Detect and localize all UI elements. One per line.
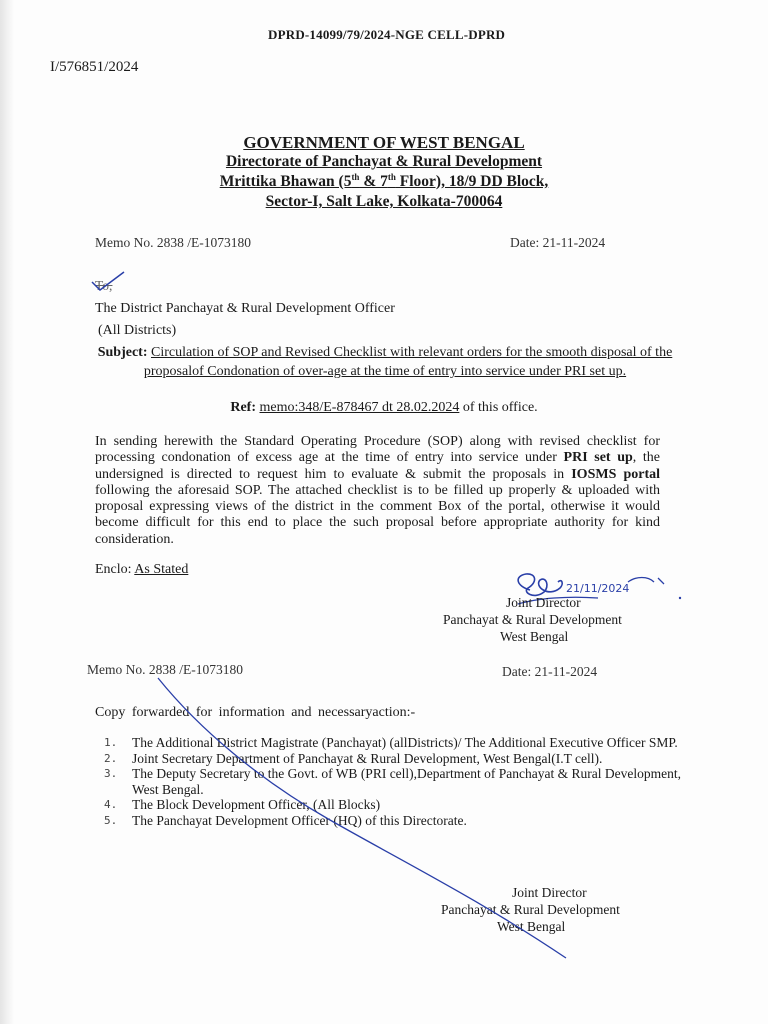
recipient-list: [104, 735, 704, 828]
addressee-title: The District Panchayat & Rural Development Officer: [95, 301, 395, 316]
closing-state: West Bengal: [497, 919, 566, 934]
address-part: Mrittika Bhawan (5: [219, 173, 352, 190]
file-number: I/576851/2024: [50, 59, 139, 75]
reference-text: memo:348/E-878467 dt 28.02.2024: [259, 400, 460, 415]
reference-number: DPRD-14099/79/2024-NGE CELL-DPRD: [268, 27, 506, 42]
list-number: 3.: [104, 767, 118, 780]
enclosure-label: Enclo:: [95, 562, 135, 577]
copy-forwarded-heading: Copy forwarded for information and necessaryaction:-: [95, 705, 416, 720]
body-bold: PRI set up: [563, 450, 633, 466]
subject-text: Circulation of SOP and Revised Checklist with relevant orders for the smooth disposal of the proposalof Condonation of over-age at the time of entry into service under PRI set up.: [143, 345, 673, 379]
government-title: GOVERNMENT OF WEST BENGAL: [243, 133, 525, 152]
list-item: [104, 735, 704, 751]
enclosure-line: [95, 562, 188, 578]
list-number: 2.: [104, 751, 118, 765]
body-bold: IOSMS portal: [571, 466, 660, 482]
recipient-text: Joint Secretary Department of Panchayat & Rural Development, West Bengal(I.T cell).: [132, 750, 603, 766]
recipient-text: The Deputy Secretary to the Govt. of WB (PRI cell),Department of Panchayat & Rural Development, West Bengal.: [132, 766, 681, 797]
body-paragraph: [95, 434, 660, 548]
closing-office: Panchayat & Rural Development: [441, 902, 620, 917]
subject-label: Subject:: [97, 345, 148, 360]
signatory-state: West Bengal: [500, 629, 569, 644]
signatory-title: Joint Director: [506, 595, 581, 610]
closing-title: Joint Director: [512, 885, 587, 900]
memo-number: Memo No. 2838 /E-1073180: [95, 235, 251, 250]
reference-suffix: of this office.: [459, 400, 538, 415]
address-part: Floor), 18/9 DD Block,: [395, 173, 549, 190]
list-item: [104, 751, 704, 767]
list-number: 4.: [104, 798, 118, 811]
reference-line: [0, 400, 768, 416]
subject-line: [80, 343, 690, 381]
tick-mark-icon: [90, 270, 126, 294]
enclosure-value: As Stated: [134, 562, 189, 577]
office-address-line: [0, 173, 768, 191]
signatory-office: Panchayat & Rural Development: [443, 612, 622, 627]
signature-date: 21/11/2024: [566, 582, 630, 595]
address-part: & 7: [359, 173, 388, 190]
directorate-title: Directorate of Panchayat & Rural Development: [225, 153, 543, 170]
reference-label: Ref:: [230, 400, 256, 415]
body-text: following the aforesaid SOP. The attached checklist is to be filled up properly & uploaded with proposal expressing views of the district in the comment Box of the portal, otherwise it would become difficult for this end to place the such proposal before appropriate authority for kind consideration.: [95, 482, 660, 547]
office-address-sector: Sector-I, Salt Lake, Kolkata-700064: [265, 193, 503, 210]
addressee-scope: (All Districts): [98, 323, 177, 338]
memo-date: Date: 21-11-2024: [510, 235, 606, 250]
address-sup: th: [387, 171, 396, 182]
list-item: [104, 766, 704, 797]
list-item: [104, 813, 704, 829]
body-text: In sending herewith the Standard Operating Procedure (SOP) along with revised checklist for processing condonation of excess age at the time of entry into service under: [95, 434, 660, 466]
body-text: , the undersigned is directed to request him to evaluate & submit the proposals in: [95, 450, 660, 482]
copy-memo-date: Date: 21-11-2024: [502, 664, 598, 679]
address-sup: th: [351, 171, 360, 182]
recipient-text: The Panchayat Development Officer (HQ) of this Directorate.: [132, 812, 467, 828]
list-number: 5.: [104, 813, 118, 827]
copy-memo-number: Memo No. 2838 /E-1073180: [87, 662, 243, 677]
list-item: [104, 797, 704, 813]
list-number: 1.: [104, 736, 118, 749]
recipient-text: The Block Development Officer, (All Blocks): [132, 797, 381, 812]
recipient-text: The Additional District Magistrate (Panchayat) (allDistricts)/ The Additional Executive Officer SMP.: [132, 735, 678, 750]
to-label: To,: [95, 278, 113, 293]
